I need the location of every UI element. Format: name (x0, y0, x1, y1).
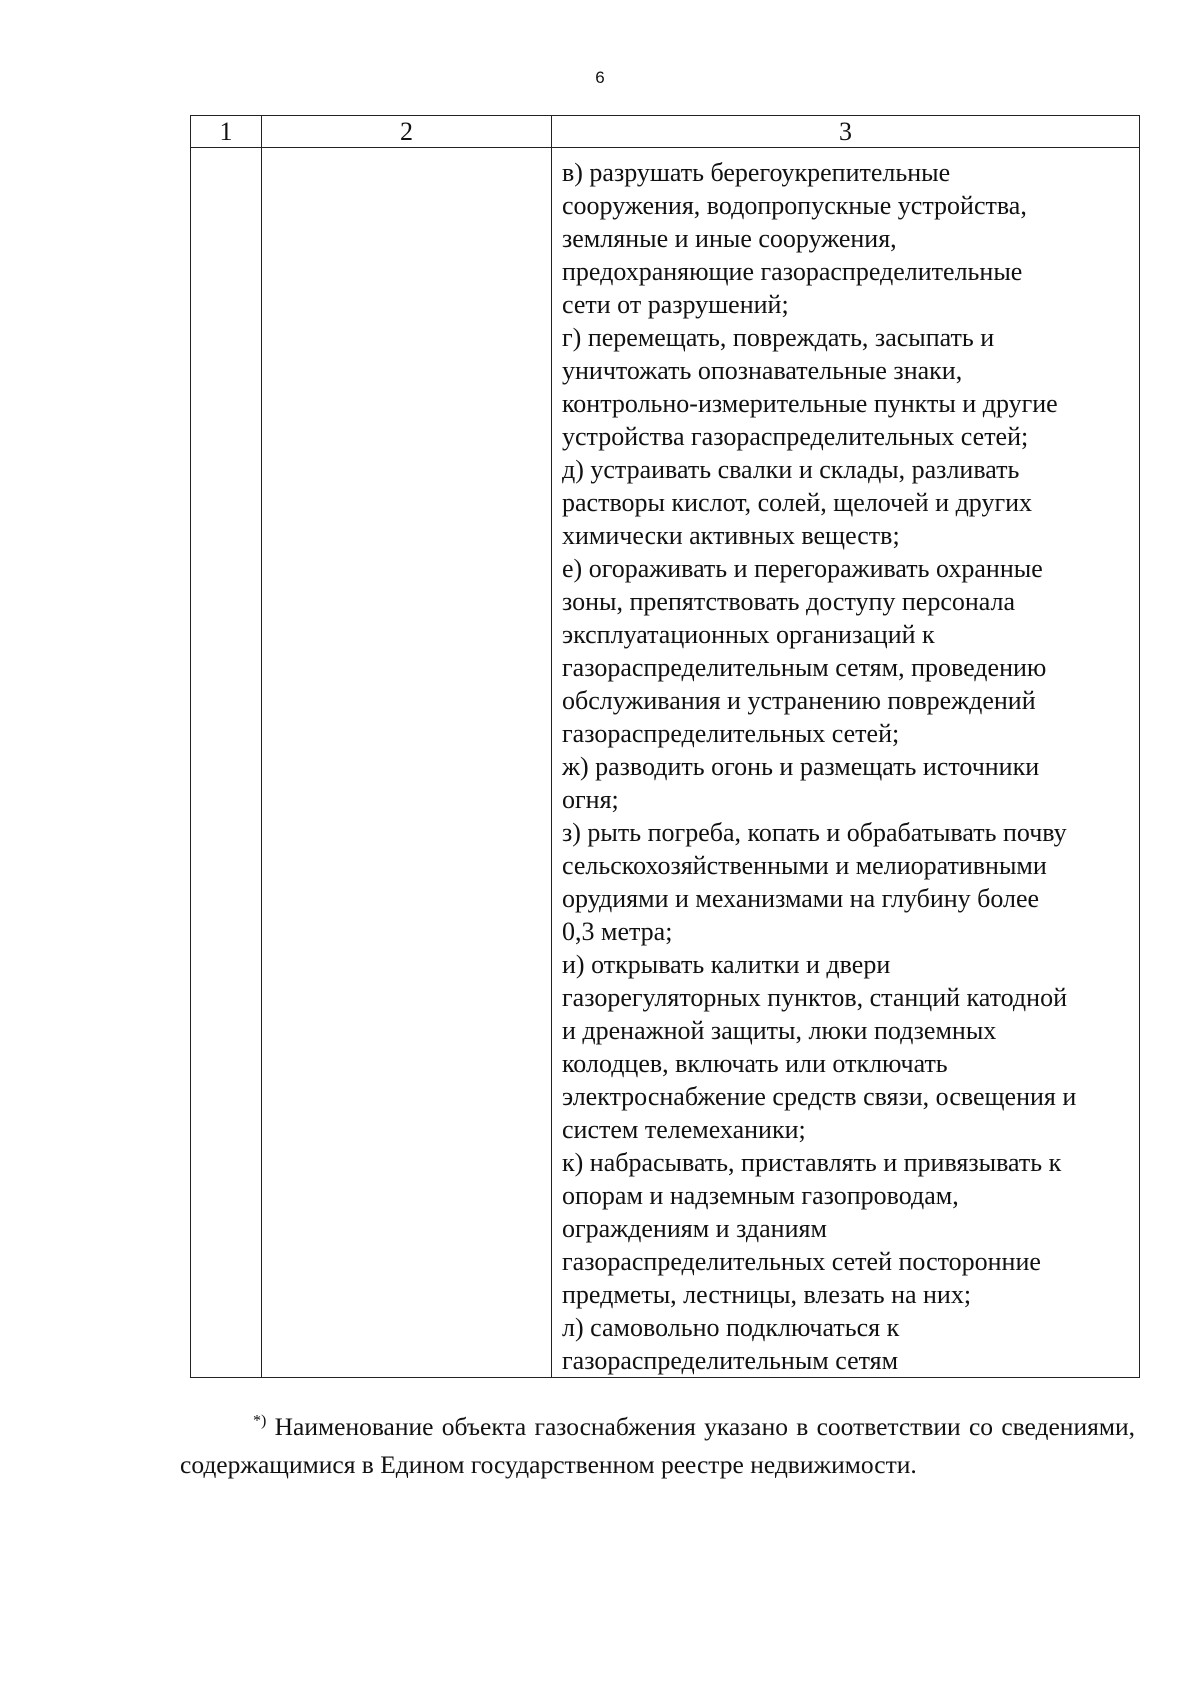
table-cell-col-2-text (262, 148, 551, 156)
table-header-col-3: 3 (552, 116, 1140, 148)
table-header-row (191, 116, 1140, 148)
table-cell-col-2 (262, 148, 552, 1378)
footnote-text: Наименование объекта газоснабжения указано в соответствии со сведениями, содержащимися в Едином государственном реестре недвижимости. (180, 1412, 1135, 1479)
requirements-table (190, 115, 1140, 1378)
table-header-col-2: 2 (262, 116, 552, 148)
table-cell-col-1 (191, 148, 262, 1378)
table-cell-col-3 (552, 148, 1140, 1378)
table-header-col-1: 1 (191, 116, 262, 148)
page-number: 6 (595, 68, 605, 87)
footnote-marker: *) (253, 1412, 267, 1430)
footnote (180, 1408, 1135, 1484)
table-row (191, 148, 1140, 1378)
restrictions-list-text: в) разрушать берегоукрепительные сооружения, водопропускные устройства, земляные и иные сооружения, предохраняющие газораспределительные сети от разрушений; г) перемещать, повреждать, засыпать и уничтожать опознавательные знаки, контрольно-измерительные пункты и другие устройства газораспределительных сетей; д) устраивать свалки и склады, разливать растворы кислот, солей, щелочей и других химически активных веществ; е) огораживать и перегораживать охранные зоны, препятствовать доступу персонала эксплуатационных организаций к газораспределительным сетям, проведению обслуживания и устранению повреждений газораспределительных сетей; ж) разводить огонь и размещать источники огня; з) рыть погреба, копать и обрабатывать почву сельскохозяйственными и мелиоративными орудиями и механизмами на глубину более 0,3 метра; и) открывать калитки и двери газорегуляторных пунктов, станций катодной и дренажной защиты, люки подземных колодцев, включать или отключать электроснабжение средств связи, освещения и систем телемеханики; к) набрасывать, приставлять и привязывать к опорам и надземным газопроводам, ограждениям и зданиям газораспределительных сетей посторонние предметы, лестницы, влезать на них; л) самовольно подключаться к газораспределительным сетям (562, 158, 1077, 1375)
table-cell-col-1-text (191, 148, 261, 156)
